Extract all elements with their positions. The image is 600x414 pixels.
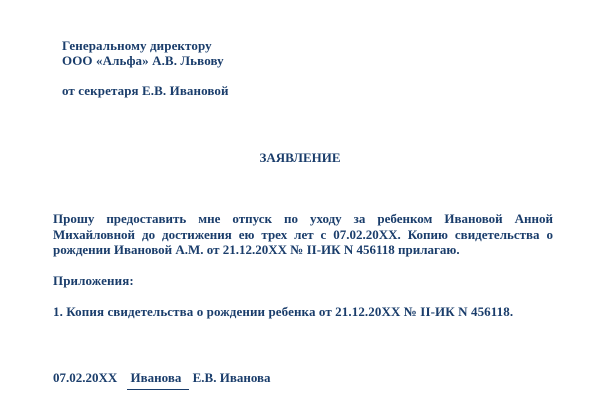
attachment-item: 1. Копия свидетельства о рождении ребенка от 21.12.20XX № II-ИК N 456118. [53, 304, 514, 319]
signature [131, 370, 182, 386]
document-body: Прошу предоставить мне отпуск по уходу за ребенком Ивановой Анной Михайловной до достижения ею трех лет с 07.02.20XX. Копию свидетельства о рождении Ивановой А.М. от 21.12.20XX № II-ИК N 456118 прилагаю. [53, 211, 553, 257]
addressee-line-2: ООО «Альфа» А.В. Львову [62, 53, 224, 68]
document-title: ЗАЯВЛЕНИЕ [259, 150, 341, 165]
signer-full-name: Е.В. Иванова [192, 370, 271, 385]
attachments-heading: Приложения: [53, 273, 134, 288]
signature-block [53, 370, 271, 386]
sender-line: от секретаря Е.В. Ивановой [62, 83, 229, 98]
signature-date: 07.02.20XX [53, 370, 118, 385]
addressee-line-1: Генеральному директору [62, 38, 212, 53]
signature-text: Иванова [130, 370, 182, 385]
signature-line [127, 389, 189, 390]
